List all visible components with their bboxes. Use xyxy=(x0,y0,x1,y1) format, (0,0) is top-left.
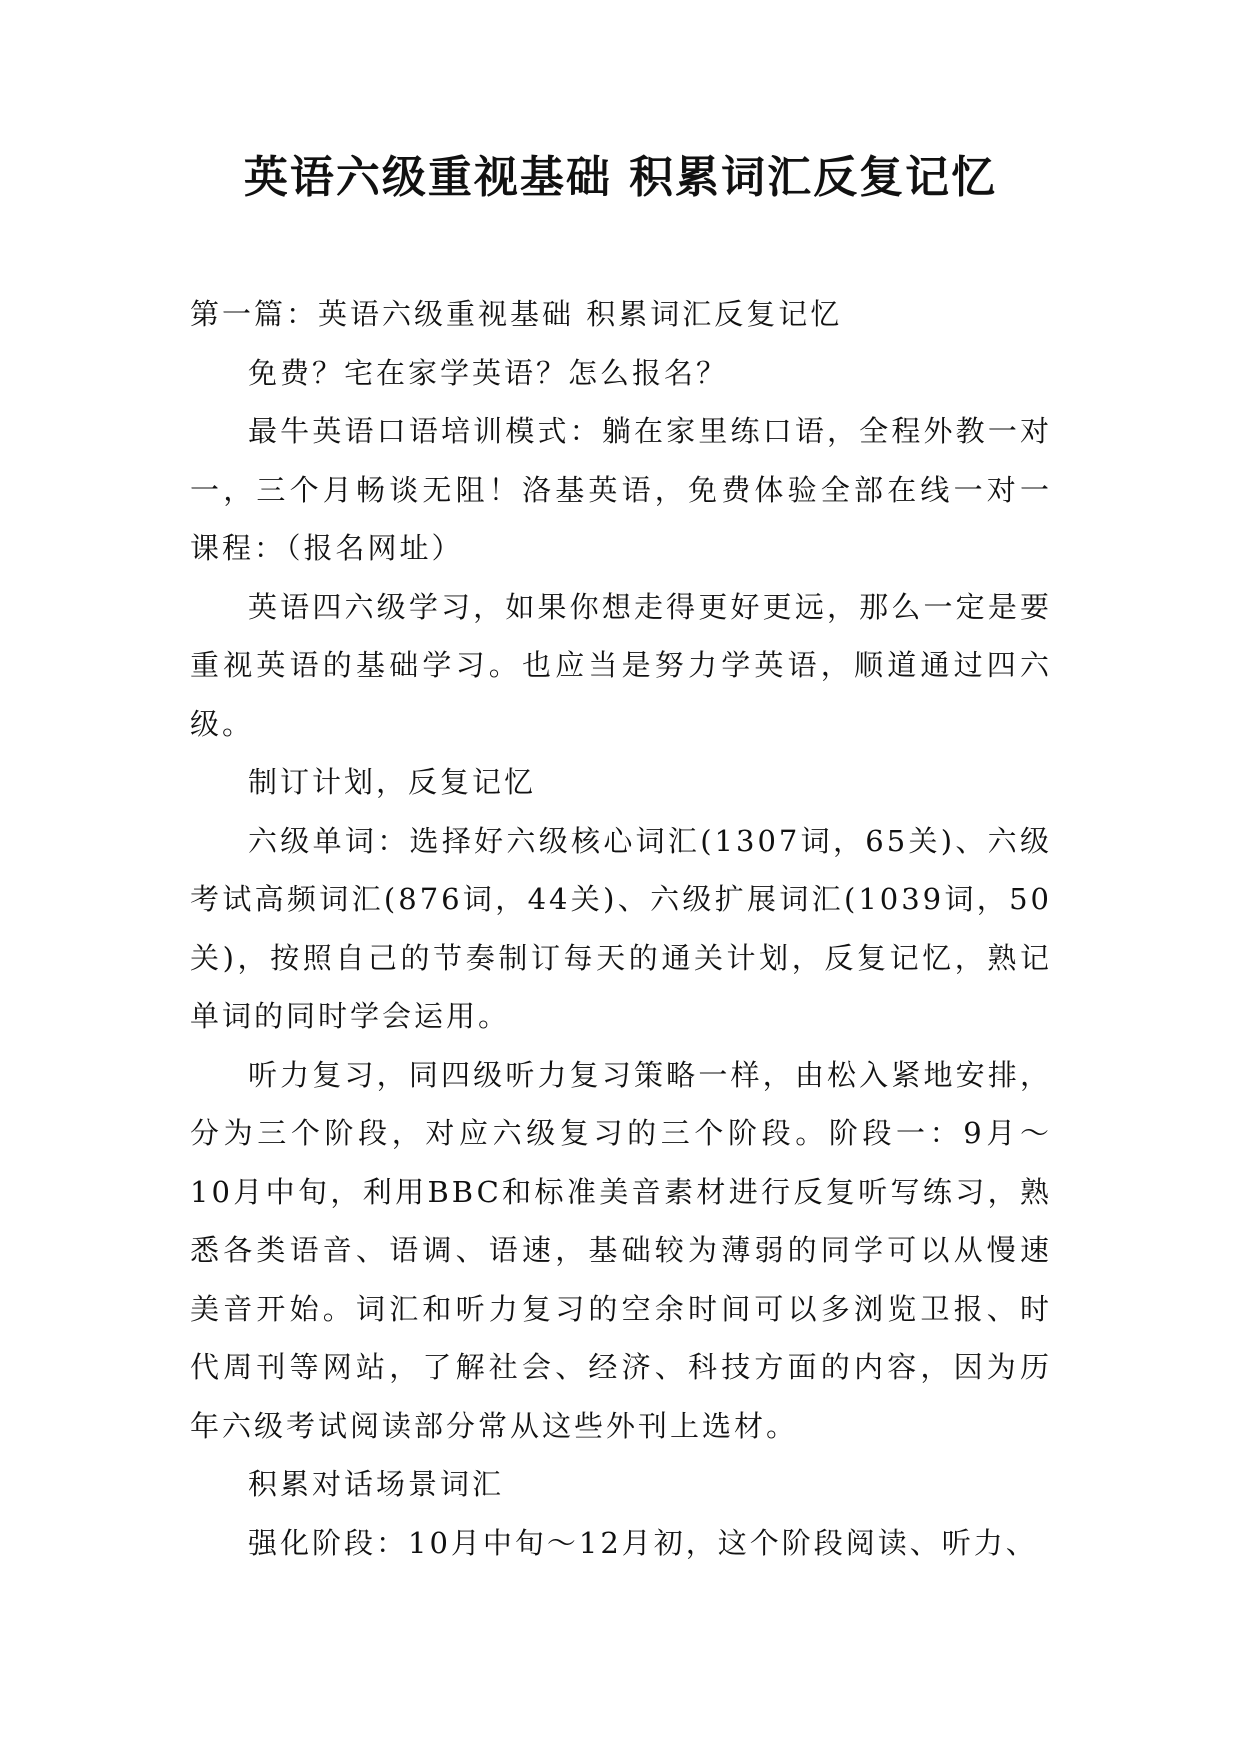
subheading: 制订计划，反复记忆 xyxy=(248,765,537,799)
paragraph: 最牛英语口语培训模式：躺在家里练口语，全程外教一对一，三个月畅谈无阻！洛基英语，免费体验全部在线一对一课程：（报名网址） xyxy=(190,414,1052,565)
paragraph: 听力复习，同四级听力复习策略一样，由松入紧地安排，分为三个阶段，对应六级复习的三个阶段。阶段一：9月～10月中旬，利用BBC和标准美音素材进行反复听写练习，熟悉各类语音、语调、语速，基础较为薄弱的同学可以从慢速美音开始。词汇和听力复习的空余时间可以多浏览卫报、时代周刊等网站，了解社会、经济、科技方面的内容，因为历年六级考试阅读部分常从这些外刊上选材。 xyxy=(190,1057,1052,1443)
paragraph: 英语四六级学习，如果你想走得更好更远，那么一定是要重视英语的基础学习。也应当是努力学英语，顺道通过四六级。 xyxy=(190,589,1052,741)
paragraph: 强化阶段：10月中旬～12月初，这个阶段阅读、听力、 xyxy=(248,1525,1038,1560)
document-title: 英语六级重视基础 积累词汇反复记忆 xyxy=(243,152,998,203)
document-body xyxy=(190,285,1052,1572)
subheading: 积累对话场景词汇 xyxy=(248,1467,505,1501)
section-heading: 第一篇：英语六级重视基础 积累词汇反复记忆 xyxy=(190,297,843,331)
paragraph: 六级单词：选择好六级核心词汇(1307词，65关)、六级考试高频词汇(876词，44关)、六级扩展词汇(1039词，50关)，按照自己的节奏制订每天的通关计划，反复记忆，熟记单词的同时学会运用。 xyxy=(190,823,1052,1033)
paragraph: 免费？宅在家学英语？怎么报名？ xyxy=(248,355,729,390)
